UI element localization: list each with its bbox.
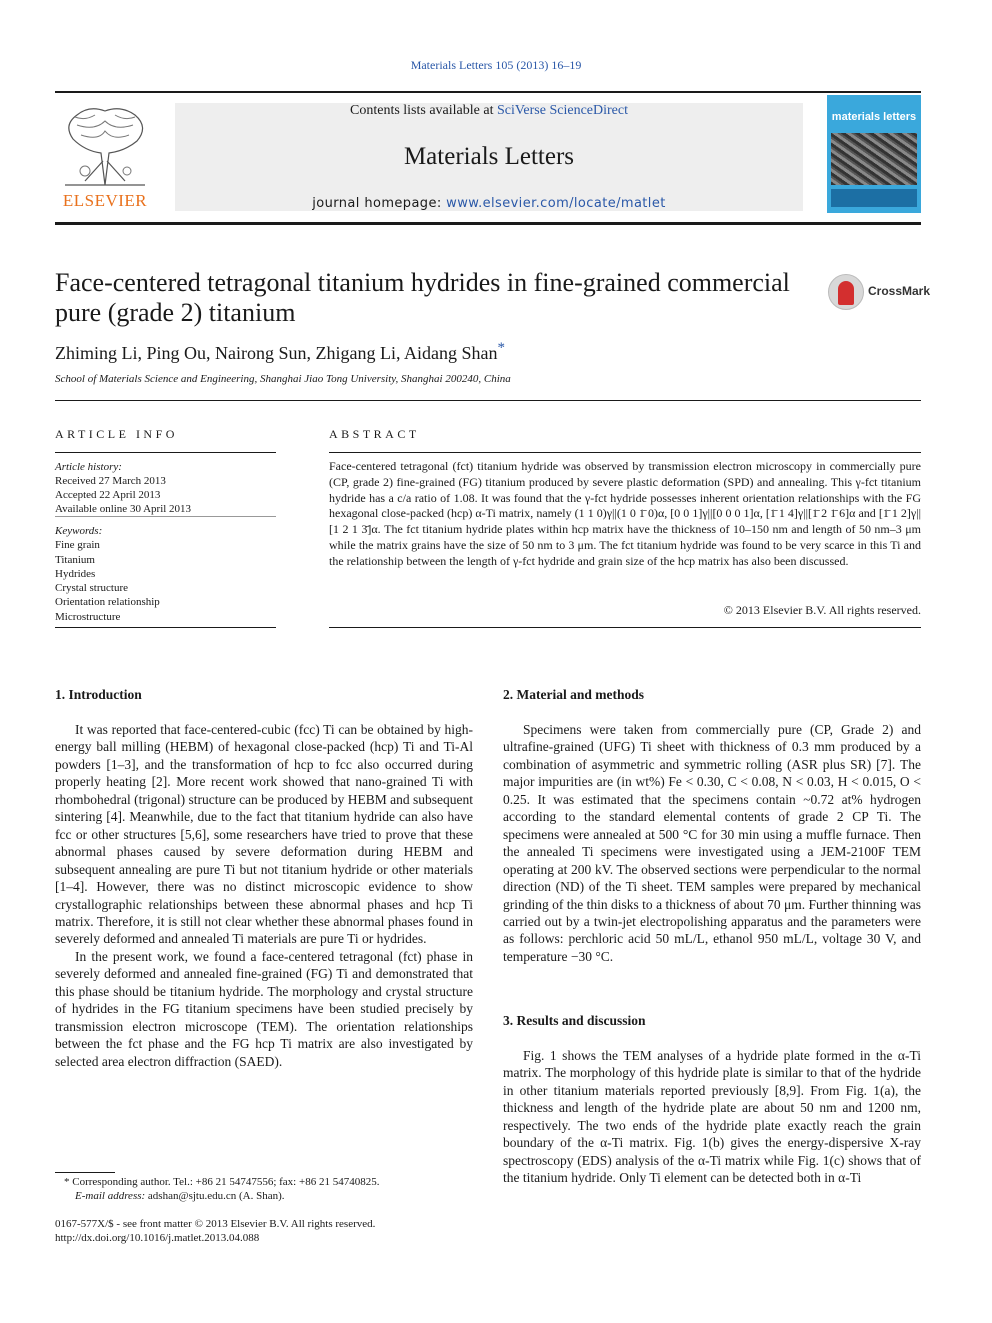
keyword-item: Crystal structure xyxy=(55,582,129,595)
publication-meta xyxy=(55,1217,475,1245)
journal-name: Materials Letters xyxy=(403,143,575,170)
cover-strip xyxy=(831,189,917,207)
corresponding-author-link[interactable]: * xyxy=(497,340,505,356)
keyword-item: Microstructure xyxy=(55,610,121,623)
header-rule xyxy=(55,400,921,401)
journal-homepage xyxy=(175,196,803,211)
results-body xyxy=(503,1047,921,1187)
section-heading-results: 3. Results and discussion xyxy=(503,1013,646,1028)
methods-body xyxy=(503,721,921,965)
history-accepted: Accepted 22 April 2013 xyxy=(55,489,161,501)
section-heading-methods: 2. Material and methods xyxy=(503,687,644,702)
article-title: Face-centered tetragonal titanium hydrides in fine-grained commercial pure (grade 2) titanium xyxy=(55,268,790,327)
introduction-body xyxy=(55,721,473,1070)
keywords-label: Keywords: xyxy=(55,525,103,537)
masthead-rule xyxy=(55,222,921,225)
section-heading-introduction: 1. Introduction xyxy=(55,687,142,702)
paragraph: Fig. 1 shows the TEM analyses of a hydride plate formed in the α-Ti matrix. The morphology of this hydride plate is similar to that of the hydride in other titanium materials reported previously [8,9]. From Fig. 1(a), the thickness and length of the hydride plate are about 50 nm and 1200 nm, respectively. The two ends of the hydride plate exactly reach the grain boundary of the α-Ti matrix. Fig. 1(b) gives the energy-dispersive X-ray spectroscopy (EDS) analysis of the α-Ti matrix while Fig. 1(c) shows that of the titanium hydride. Only Ti element can be detected both in α-Ti xyxy=(503,1048,921,1186)
email-line xyxy=(55,1189,475,1203)
footnote-rule xyxy=(55,1172,115,1173)
email-link[interactable]: adshan@sjtu.edu.cn xyxy=(147,1190,237,1202)
journal-header-box xyxy=(175,103,803,211)
article-info-rule xyxy=(55,452,276,453)
elsevier-logo[interactable] xyxy=(55,101,155,213)
abstract-rule xyxy=(329,452,921,453)
author-list xyxy=(55,340,505,364)
keywords xyxy=(55,524,276,624)
cover-title: materials letters xyxy=(831,111,917,123)
keyword-item: Titanium xyxy=(55,553,95,566)
email-suffix: (A. Shan). xyxy=(236,1190,285,1202)
journal-reference-link[interactable]: Materials Letters 105 (2013) 16–19 xyxy=(410,58,582,72)
journal-cover-thumbnail[interactable] xyxy=(827,95,921,213)
history-online: Available online 30 April 2013 xyxy=(55,503,192,515)
elsevier-tree-icon xyxy=(55,101,155,189)
abstract-copyright: © 2013 Elsevier B.V. All rights reserved. xyxy=(723,603,921,617)
paragraph: It was reported that face-centered-cubic (fcc) Ti can be obtained by high-energy ball milling (HEBM) of hexagonal close-packed (hcp) Ti and Ti-Al powders [1–3], and the transformation of hcp to fcc also occurred during properly heating [2]. More recent work showed that nano-grained Ti with rhombohedral (trigonal) structure can be produced by HEBM and subsequent sintering [4]. Meanwhile, due to the fact that titanium hydride can also have fcc or other structures [5,6], some researchers have tried to prove that these abnormal phases caused by severe deformation during HEBM and subsequent annealing are pure Ti but not titanium hydride or other materials [1–4]. However, there was no distinct microscopic evidence to show crystallographic relationships between these abnormal phases and hcp Ti matrix. Therefore, it is still not clear whether these abnormal phases found in severely deformed and annealed Ti materials are pure Ti or hydrides. xyxy=(55,722,474,947)
masthead xyxy=(55,91,921,213)
corresponding-author-note: * Corresponding author. Tel.: +86 21 54747556; fax: +86 21 54740825. xyxy=(64,1176,380,1188)
contents-availability xyxy=(175,103,803,119)
abstract-heading: ABSTRACT xyxy=(329,427,420,441)
email-label: E-mail address: xyxy=(75,1190,148,1202)
crossmark-label: CrossMark xyxy=(868,284,931,298)
contents-prefix: Contents lists available at xyxy=(350,103,497,118)
article-history xyxy=(55,460,276,516)
paragraph: Specimens were taken from commercially pure (CP, Grade 2) and ultrafine-grained (UFG) Ti sheet with thickness of 0.3 mm produced by a combination of asymmetric and symmetric rolling (ASR plus SR) [7]. The major impurities are (in wt%) Fe < 0.30, C < 0.08, N < 0.03, H < 0.015, O < 0.25. It was estimated that the specimens contain ~0.72 at% hydrogen according to the standard elemental contents of grade 2 CP Ti. The specimens were annealed at 500 °C for 30 min using a muffle furnace. Then the annealed Ti specimens were investigated using a JEM-2100F TEM operating at 200 kV. The observed sections were perpendicular to the normal direction (ND) of the Ti sheet. TEM samples were prepared by mechanical grinding of the thin disks to a thickness of about 70 μm. Further thinning was carried out by a twin-jet electropolishing apparatus and the parameters were as follows: perchloric acid 50 mL/L, ethanol 950 mL/L, voltage 30 V, and temperature −30 °C. xyxy=(503,722,921,964)
article-info-heading: ARTICLE INFO xyxy=(55,427,178,441)
doi-link[interactable]: http://dx.doi.org/10.1016/j.matlet.2013.04.088 xyxy=(55,1232,260,1244)
crossmark-badge[interactable] xyxy=(828,272,931,312)
homepage-prefix: journal homepage: xyxy=(312,196,447,211)
history-received: Received 27 March 2013 xyxy=(55,475,166,487)
authors-text: Zhiming Li, Ping Ou, Nairong Sun, Zhigang Li, Aidang Shan xyxy=(55,343,498,363)
keyword-item: Orientation relationship xyxy=(55,596,160,609)
abstract-part-1: Face-centered tetragonal (fct) titanium hydride was observed by transmission electron microscopy in commercially pure (CP, grade 2) fine-grained (FG) titanium produced by severe plastic deformation (SPD) and annealing. This γ-fct titanium hydride has a c/a ratio of 1.08. It was found that the γ-fct hydride possesses inherent orientation relationships with the FG hexagonal close-packed (hcp) α-Ti matrix, xyxy=(329,459,921,521)
crossmark-bookmark-icon xyxy=(838,281,854,305)
abstract-bottom-rule xyxy=(329,627,921,628)
cover-image xyxy=(831,133,917,185)
issn-line: 0167-577X/$ - see front matter © 2013 Elsevier B.V. All rights reserved. xyxy=(55,1218,376,1230)
paragraph: In the present work, we found a face-centered tetragonal (fct) phase in severely deformed and annealed fine-grained (FG) Ti and demonstrated that this phase should be titanium hydride. The morphology and crystal structure of hydrides in the FG titanium specimens have been studied precisely by transmission electron microscope (TEM). The orientation relationships between the fct phase and the FG hcp Ti matrix are also investigated by selected area electron diffraction (SAED). xyxy=(55,948,473,1069)
affiliation: School of Materials Science and Engineering, Shanghai Jiao Tong University, Shanghai 200240, China xyxy=(55,373,511,385)
article-info-bottom-rule xyxy=(55,627,276,628)
elsevier-wordmark: ELSEVIER xyxy=(62,191,148,210)
keyword-item: Fine grain xyxy=(55,539,100,552)
crossmark-icon xyxy=(828,274,864,310)
history-label: Article history: xyxy=(55,461,122,473)
keyword-item: Hydrides xyxy=(55,567,96,580)
history-rule xyxy=(55,516,276,517)
abstract-part-2: namely (1 1 0)γ||(1 0 1̄ 0)α, [0 0 1]γ||[0 0 0 1]α, [1̄ 1 4]γ||[1̄ 2 1̄ 6]α and [1̄ 1 2]γ||[1 2 1 3̄]α. The fct titanium hydride plates within hcp matrix have the thickness of 10–150 nm and length of 50 nm–3 μm while the matrix grains have the size of 50 nm to 3 μm. The fct titanium hydride was found to be very scarce in this Ti and the relationship between the length of γ-fct hydride and grain size of the hcp matrix has also been discussed. xyxy=(329,506,921,568)
homepage-link[interactable]: www.elsevier.com/locate/matlet xyxy=(446,196,666,211)
abstract-body xyxy=(329,459,921,570)
footnote xyxy=(55,1175,475,1203)
sciencedirect-link[interactable]: SciVerse ScienceDirect xyxy=(496,103,628,118)
